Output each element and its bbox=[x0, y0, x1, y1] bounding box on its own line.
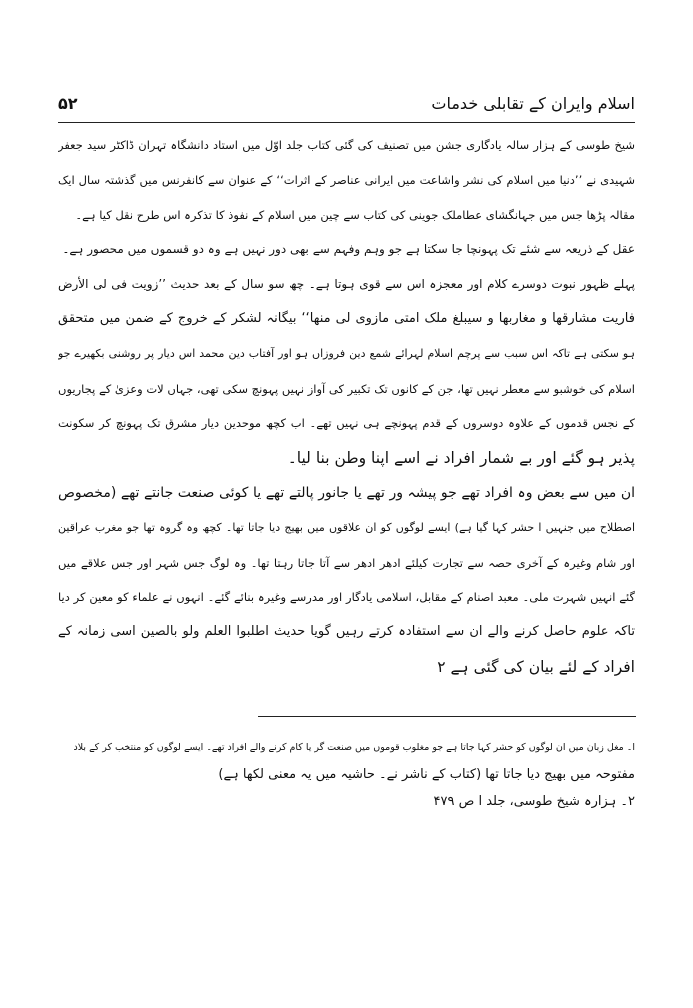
body-line: اسلام کی خوشبو سے معطر نہیں تھا، جن کے کانوں تک تکبیر کی آواز نہیں پہونچ سکی تھی، جہاں لات وعزیٰ کے پجاریوں bbox=[58, 381, 635, 396]
page-header bbox=[58, 88, 635, 118]
body-line: مقالہ پڑھا جس میں جہانگشای عطاملک جوینی کی کتاب سے چین میں اسلام کے نفوذ کا تذکرہ اس طرح نقل کیا ہے۔ bbox=[75, 207, 635, 222]
footnote-divider bbox=[258, 716, 636, 717]
body-line: اصطلاح میں جنہیں ا حشر کہا گیا ہے) ایسے لوگوں کو ان علاقوں میں بھیج دیا جاتا تھا۔ کچھ وہ گروہ تھا جو مغرب عراقین bbox=[58, 520, 635, 534]
body-line: تاکہ علوم حاصل کرنے والے ان سے استفادہ کرتے رہیں گویا حدیث اطلبوا العلم ولو بالصین اسی زمانہ کے bbox=[58, 624, 635, 640]
footnotes bbox=[58, 734, 635, 815]
page-number: ۵۲ bbox=[58, 93, 78, 113]
running-title: اسلام وایران کے تقابلی خدمات bbox=[431, 93, 635, 113]
body-line: عقل کے ذریعہ سے شئے تک پہونچا جا سکتا ہے جو وہم وفہم سے بھی دور نہیں ہے وہ دو قسموں میں محصور ہے۔ bbox=[62, 242, 635, 257]
body-line: ہو سکتی ہے تاکہ اس سبب سے پرچم اسلام لہرائے شمع دین فروزاں ہو اور آفتاب دین محمد اس دیار پر روشنی بکھیرے جو bbox=[58, 346, 635, 360]
footnote-line: ا۔ مغل زبان میں ان لوگوں کو حشر کہا جاتا ہے جو مغلوب قوموں میں صنعت گر یا کام کرنے والے افراد تھے۔ ایسے لوگوں کو منتخب کر کے بلاد bbox=[73, 742, 635, 753]
body-line: اور شام وغیرہ کے آخری حصہ سے تجارت کیلئے ادھر ادھر سے آتا جاتا رہتا تھا۔ وہ لوگ جس شہر اور جس علاقے میں bbox=[58, 555, 635, 570]
body-text bbox=[58, 128, 635, 685]
body-line: شہیدی نے ’’دنیا میں اسلام کی نشر واشاعت میں ایرانی عناصر کے اثرات‘‘ کے عنوان سے کانفرنس میں گذشتہ سال ایک bbox=[58, 172, 635, 187]
body-line: پہلے ظہور نبوت دوسرے کلام اور معجزہ اس سے قوی ہوتا ہے۔ چھ سو سال کے بعد حدیث ’’زویت فی لی الأرض bbox=[58, 277, 635, 292]
footnote-line: مفتوحہ میں بھیج دیا جاتا تھا (کتاب کے ناشر نے۔ حاشیہ میں یہ معنی لکھا ہے) bbox=[218, 767, 635, 782]
body-line: افراد کے لئے بیان کی گئی ہے ۲ bbox=[437, 657, 635, 676]
body-line: شیخ طوسی کے ہزار سالہ یادگاری جشن میں تصنیف کی گئی کتاب جلد اوّل میں استاد دانشگاہ تہران ڈاکٹر سید جعفر bbox=[58, 138, 635, 152]
body-line: فاریت مشارقھا و مغاربھا و سیبلغ ملک امتی مازوی لی منھا‘‘ بیگانہ لشکر کے خروج کے ضمن میں متحقق bbox=[58, 310, 635, 326]
footnote-line: ۲۔ ہزارہ شیخ طوسی، جلد ا ص ۴۷۹ bbox=[433, 794, 635, 809]
body-line: گئے انہیں شہرت ملی۔ معبد اصنام کے مقابل، اسلامی یادگار اور مدرسے وغیرہ بنائے گئے۔ انہوں نے علماء کو معین کر دیا bbox=[58, 590, 635, 605]
body-line: کے نجس قدموں کے علاوہ دوسروں کے قدم پہونچے ہی نہیں تھے۔ اب کچھ موحدین دیار مشرق تک پہونچ کر سکونت bbox=[58, 416, 635, 431]
body-line: ان میں سے بعض وہ افراد تھے جو پیشہ ور تھے یا جانور پالتے تھے یا کوئی صنعت جانتے تھے (مخصوص bbox=[58, 484, 635, 501]
header-divider bbox=[58, 122, 635, 123]
body-line: پذیر ہو گئے اور بے شمار افراد نے اسے اپنا وطن بنا لیا۔ bbox=[287, 449, 635, 468]
